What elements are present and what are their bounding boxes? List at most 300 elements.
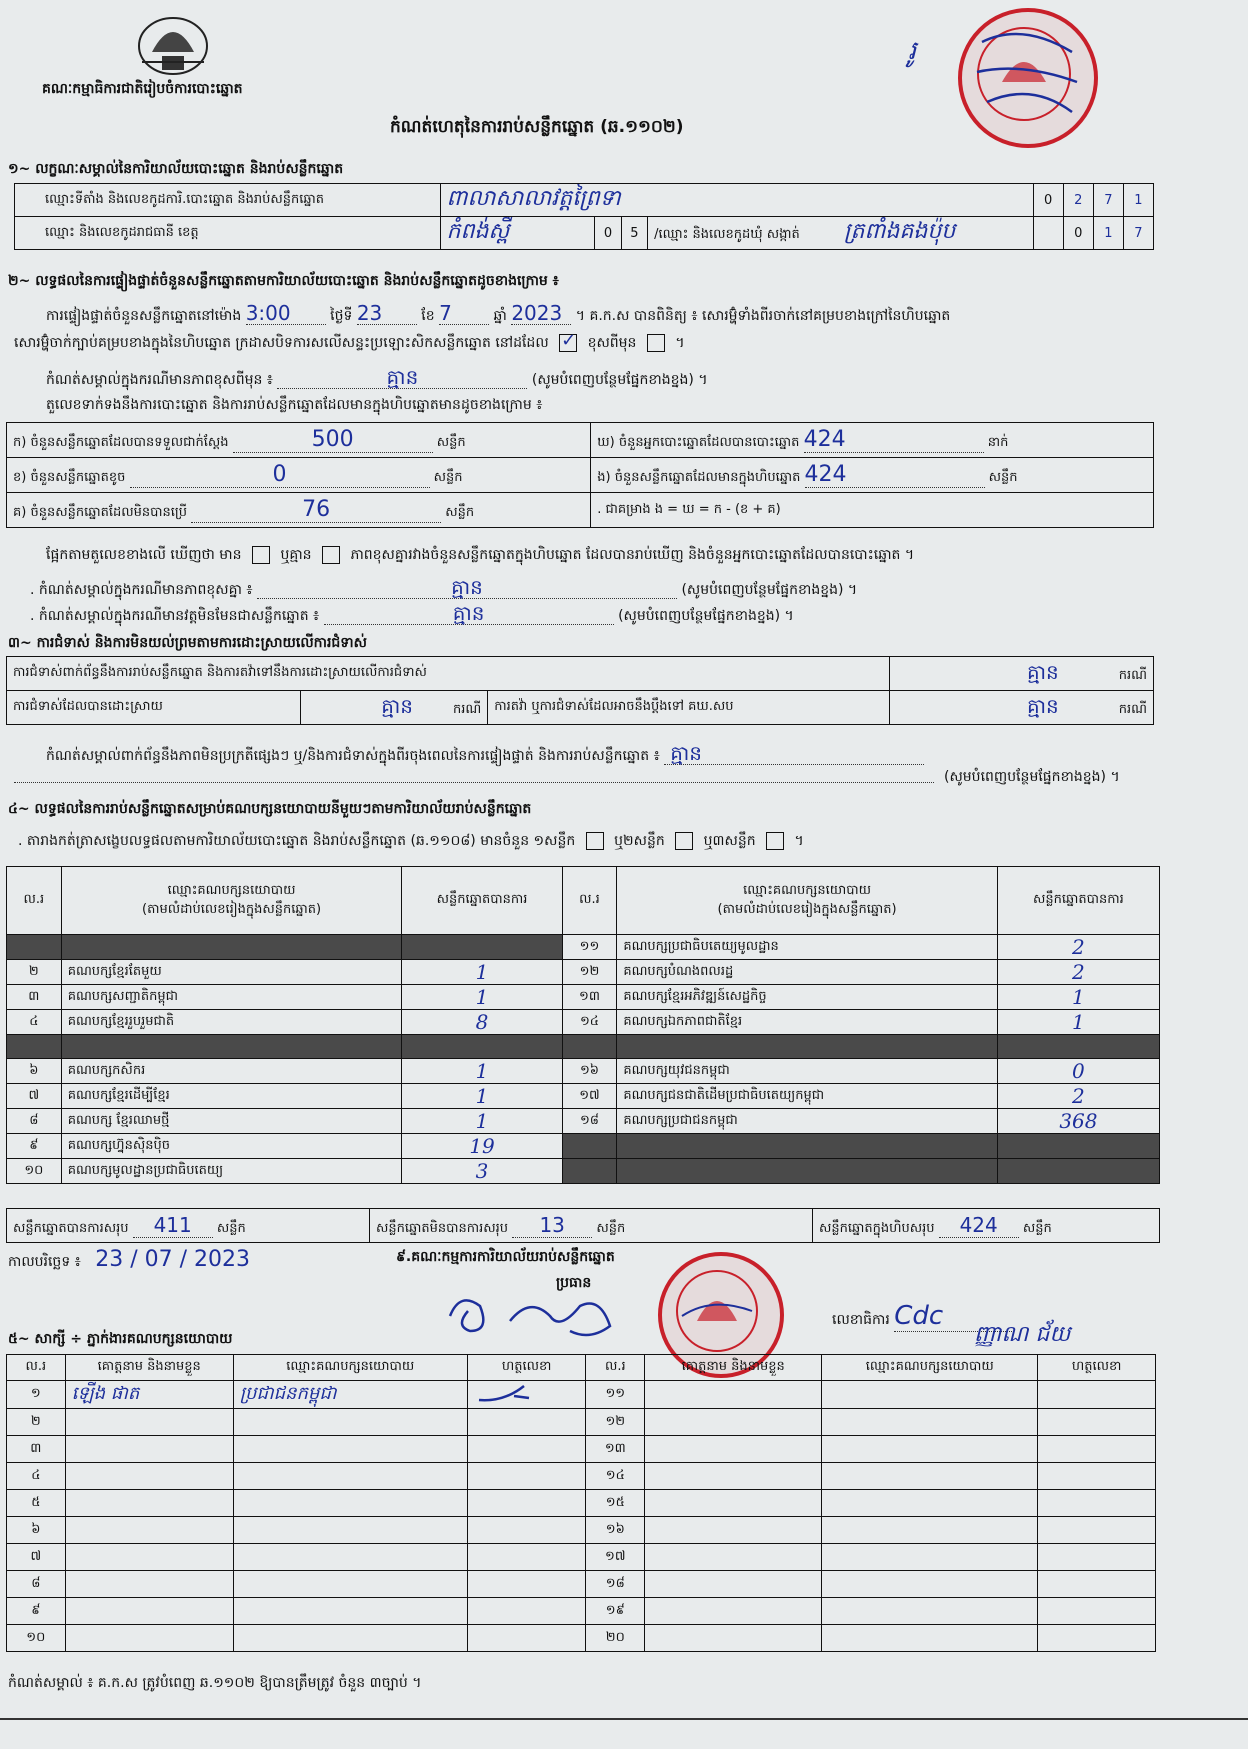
check-time-rest: ។ គ.ក.ស បានពិនិត្យ ៖ សោរម្ហ៊ុំទាំងពីរចាក់នៅគម្របខាងក្រៅនៃហិបឆ្នោត <box>575 308 951 324</box>
commune-label: /ឈ្មោះ និងលេខកូដឃុំ សង្កាត់ <box>654 227 800 242</box>
totals-table <box>6 1208 1160 1243</box>
chair-label: ប្រធាន <box>556 1275 592 1291</box>
witness-no: ១០ <box>7 1625 66 1652</box>
results-table <box>6 866 1160 1184</box>
foreign-object-hint: (សូមបំពេញបន្ថែមផ្នែកខាងខ្នង) ។ <box>618 608 794 624</box>
total-box-cell <box>813 1209 1160 1243</box>
witness-party <box>822 1544 1038 1571</box>
col-votes-right: សន្លឹកឆ្នោតបានការ <box>997 867 1159 935</box>
province-code-digit: 0 <box>595 217 621 250</box>
total-invalid-label: សន្លឹកឆ្នោតមិនបានការសរុប <box>376 1220 509 1236</box>
station-name-cell <box>440 184 1033 217</box>
party-no-cell: ១១ <box>562 935 617 960</box>
different-checkbox[interactable] <box>647 334 665 352</box>
witness-no: ៧ <box>7 1544 66 1571</box>
witness-name <box>645 1381 822 1409</box>
witness-party <box>233 1463 467 1490</box>
witness-signature <box>467 1409 586 1436</box>
party-no-cell: ២ <box>7 960 62 985</box>
party-no-cell: ១៣ <box>562 985 617 1010</box>
witness-name <box>645 1436 822 1463</box>
party-no-cell: ១២ <box>562 960 617 985</box>
discrepancy-note-hint: (សូមបំពេញបន្ថែមផ្នែកខាងខ្នង) ។ <box>681 582 858 598</box>
inbox-unit: សន្លឹក <box>988 470 1018 485</box>
party-no-cell: ៣ <box>7 985 62 1010</box>
table-row <box>7 1109 1160 1134</box>
objection-value: គ្មាន <box>1027 659 1059 684</box>
party-no-cell <box>562 1035 617 1059</box>
witness-party <box>822 1463 1038 1490</box>
party-votes-cell: 1 <box>997 1010 1159 1035</box>
witness-col-name-left: គោត្តនាម និងនាមខ្លួន <box>65 1355 233 1381</box>
difference-note-label: កំណត់សម្គាល់ក្នុងករណីមានភាពខុសពីមុន ៖ <box>46 372 273 388</box>
table-row <box>7 1084 1160 1109</box>
party-name-cell: គណបក្សយុវជនកម្ពុជា <box>617 1059 998 1084</box>
appeal-cell <box>890 691 1154 725</box>
witness-col-sig-right: ហត្ថលេខា <box>1038 1355 1156 1381</box>
witness-no: ១៥ <box>586 1490 645 1517</box>
witness-signature <box>1038 1571 1156 1598</box>
party-votes-cell: 1 <box>402 1059 562 1084</box>
party-name-cell: គណបក្សកសិករ <box>61 1059 402 1084</box>
witness-name <box>645 1625 822 1652</box>
party-votes-cell: 2 <box>997 960 1159 985</box>
party-no-cell: ៤ <box>7 1010 62 1035</box>
table-row <box>7 960 1160 985</box>
witness-no: ១៧ <box>586 1544 645 1571</box>
inbox-label: ង) ចំនួនសន្លឹកឆ្នោតដែលមានក្នុងហិបឆ្នោត <box>597 470 801 485</box>
month-value: 7 <box>439 301 452 325</box>
appeal-label: ការតវ៉ា ឬការជំទាស់ដែលអាចនឹងប្តឹងទៅ គឃ.សប <box>488 691 890 725</box>
witness-signature <box>467 1381 586 1409</box>
province-label: ឈ្មោះ និងលេខកូដរាជធានី ខេត្ត <box>15 217 441 250</box>
witness-signature <box>1038 1517 1156 1544</box>
witness-row <box>7 1571 1156 1598</box>
witness-col-sig-left: ហត្ថលេខា <box>467 1355 586 1381</box>
witness-party: ប្រជាជនកម្ពុជា <box>233 1381 467 1409</box>
witness-signature <box>1038 1436 1156 1463</box>
table-row <box>7 1159 1160 1184</box>
witness-signature <box>467 1571 586 1598</box>
witness-no: ១៣ <box>586 1436 645 1463</box>
total-box-value: 424 <box>959 1212 998 1237</box>
total-invalid-cell <box>370 1209 813 1243</box>
irregularity-value: គ្មាន <box>670 741 702 765</box>
witness-no: ១ <box>7 1381 66 1409</box>
witness-name <box>65 1544 233 1571</box>
figures-intro: តួលេខទាក់ទងនឹងការបោះឆ្នោត និងការរាប់សន្លឹកឆ្នោតដែលមានក្នុងហិបឆ្នោតមានដូចខាងក្រោម ៖ <box>46 397 543 413</box>
received-unit: សន្លឹក <box>436 435 466 450</box>
objection-table <box>6 656 1154 725</box>
secretary-name: ញ្ញាណ ជ័យ <box>974 1322 1071 1347</box>
witness-no: ១៨ <box>586 1571 645 1598</box>
witness-no: ៥ <box>7 1490 66 1517</box>
unused-value: 76 <box>302 497 331 522</box>
party-no-cell: ១៤ <box>562 1010 617 1035</box>
province-cell <box>440 217 595 250</box>
total-invalid-value: 13 <box>539 1212 565 1237</box>
party-votes-cell: 1 <box>402 1109 562 1134</box>
witness-name <box>645 1463 822 1490</box>
party-no-cell: ១៦ <box>562 1059 617 1084</box>
date-label: កាលបរិច្ឆេទ ៖ <box>8 1254 81 1270</box>
date-line <box>8 1248 250 1272</box>
witness-party <box>822 1436 1038 1463</box>
party-name-cell: គណបក្សមូលដ្ឋានប្រជាធិបតេយ្យ <box>61 1159 402 1184</box>
witness-signature <box>467 1436 586 1463</box>
witness-row <box>7 1463 1156 1490</box>
station-table <box>14 183 1154 250</box>
figures-table <box>6 422 1154 528</box>
spoiled-value: 0 <box>272 462 287 487</box>
no-difference-checkbox[interactable] <box>322 546 340 564</box>
received-value: 500 <box>311 427 354 452</box>
date-value: 23 / 07 / 2023 <box>95 1247 251 1272</box>
witness-name: ឡើង ផាត <box>65 1381 233 1409</box>
check-time-line <box>46 302 950 325</box>
total-invalid-unit: សន្លឹក <box>596 1220 626 1236</box>
witness-signature <box>467 1463 586 1490</box>
witness-party <box>822 1490 1038 1517</box>
section5-heading: ៥~ សាក្សី ÷ ភ្នាក់ងារគណបក្សនយោបាយ <box>8 1331 233 1347</box>
secretary-line: លេខាធិការ Cdc <box>832 1302 1014 1332</box>
party-no-cell: ១៨ <box>562 1109 617 1134</box>
col-no-left: ល.រ <box>7 867 62 935</box>
party-votes-cell: 1 <box>402 960 562 985</box>
unused-cell <box>7 493 591 528</box>
witness-party <box>233 1409 467 1436</box>
witness-name <box>65 1598 233 1625</box>
committee-sign-label: ៩.គណៈកម្មការការិយាល័យរាប់សន្លឹកឆ្នោត <box>396 1249 615 1265</box>
party-votes-cell: 1 <box>402 1084 562 1109</box>
party-name-cell: គណបក្សឯកភាពជាតិខ្មែរ <box>617 1010 998 1035</box>
objection-cell <box>890 657 1154 691</box>
total-box-label: សន្លឹកឆ្នោតក្នុងហិបសរុប <box>819 1220 935 1236</box>
section2-heading: ២~ លទ្ធផលនៃការផ្ទៀងផ្ទាត់ចំនួនសន្លឹកឆ្នោតតាមការិយាល័យបោះឆ្នោត និងរាប់សន្លឹកឆ្នោតដូចខាងក្រោម ៖ <box>8 273 559 289</box>
witness-party <box>822 1381 1038 1409</box>
witness-no: ១៤ <box>586 1463 645 1490</box>
witness-name <box>65 1517 233 1544</box>
witness-col-party-right: ឈ្មោះគណបក្សនយោបាយ <box>822 1355 1038 1381</box>
total-valid-unit: សន្លឹក <box>216 1220 246 1236</box>
royal-emblem-icon <box>132 12 214 78</box>
witness-table <box>6 1354 1156 1652</box>
witness-row <box>7 1625 1156 1652</box>
resolved-case-label: ករណី <box>452 701 482 717</box>
witness-signature <box>1038 1381 1156 1409</box>
witness-name <box>645 1517 822 1544</box>
total-valid-cell <box>7 1209 370 1243</box>
witness-party <box>822 1598 1038 1625</box>
party-votes-cell <box>997 1134 1159 1159</box>
witness-no: ៨ <box>7 1571 66 1598</box>
table-row <box>7 1059 1160 1084</box>
foreign-object-value: គ្មាន <box>452 601 485 625</box>
party-votes-cell <box>402 935 562 960</box>
year-label: ឆ្នាំ <box>493 308 507 324</box>
party-no-cell <box>562 1134 617 1159</box>
witness-signature <box>467 1544 586 1571</box>
col-party-left-sub: (តាមលំដាប់លេខរៀងក្នុងសន្លឹកឆ្នោត) <box>142 901 322 917</box>
party-no-cell: ៦ <box>7 1059 62 1084</box>
spoiled-cell <box>7 458 591 493</box>
witness-signature <box>1038 1544 1156 1571</box>
party-name-cell: គណបក្សប្រជាជនកម្ពុជា <box>617 1109 998 1134</box>
discrepancy-note-label: . កំណត់សម្គាល់ក្នុងករណីមានភាពខុសគ្នា ៖ <box>30 582 253 598</box>
table-row <box>7 985 1160 1010</box>
inbox-cell <box>591 458 1154 493</box>
party-votes-cell: 368 <box>997 1109 1159 1134</box>
witness-signature-icon <box>474 1382 534 1404</box>
witness-row <box>7 1544 1156 1571</box>
voters-cell <box>591 423 1154 458</box>
two-sheets-label: ឬ២សន្លឹក <box>614 833 665 849</box>
witness-signature <box>1038 1598 1156 1625</box>
party-name-cell: គណបក្សហ្វ៊ុនស៊ិនប៉ិច <box>61 1134 402 1159</box>
witness-name <box>65 1436 233 1463</box>
witness-party <box>822 1571 1038 1598</box>
same-checkbox[interactable]: ✓ <box>561 330 577 351</box>
total-valid-value: 411 <box>153 1212 192 1237</box>
has-difference-checkbox[interactable] <box>252 546 270 564</box>
discrepancy-note-value: គ្មាន <box>451 575 483 599</box>
col-party-right-sub: (តាមលំដាប់លេខរៀងក្នុងសន្លឹកឆ្នោត) <box>717 901 897 917</box>
witness-col-no-left: ល.រ <box>7 1355 66 1381</box>
secretary-label: លេខាធិការ <box>832 1312 890 1328</box>
party-name-cell: គណបក្សខ្មែរតែមួយ <box>61 960 402 985</box>
party-votes-cell: 8 <box>402 1010 562 1035</box>
witness-party <box>233 1544 467 1571</box>
commune-code-digit: 7 <box>1123 217 1153 250</box>
station-name-label: ឈ្មោះទីតាំង និងលេខកូដការិ.បោះឆ្នោត និងរាប់សន្លឹកឆ្នោត <box>15 184 441 217</box>
witness-no: ៩ <box>7 1598 66 1625</box>
resolved-label: ការជំទាស់ដែលបានដោះស្រាយ <box>7 691 301 725</box>
witness-signature <box>1038 1463 1156 1490</box>
witness-party <box>822 1625 1038 1652</box>
witness-no: ១៩ <box>586 1598 645 1625</box>
party-name-cell: គណបក្សបំណងពលរដ្ឋ <box>617 960 998 985</box>
party-no-cell <box>7 935 62 960</box>
foreign-object-line <box>30 602 794 625</box>
party-name-cell <box>617 1134 998 1159</box>
irregularity-label: កំណត់សម្គាល់ពាក់ព័ន្ធនឹងភាពមិនប្រក្រតីផ្សេងៗ ឬ/និងការជំទាស់ក្នុងពីរចុងពេលនៃការផ្ទៀងផ្ទាត់ និងការរាប់សន្លឹកឆ្នោត ៖ <box>46 748 660 764</box>
witness-no: ៤ <box>7 1463 66 1490</box>
table-row <box>7 1010 1160 1035</box>
difference-line <box>46 546 914 564</box>
appeal-case-label: ករណី <box>1118 701 1147 717</box>
witness-row <box>7 1436 1156 1463</box>
witness-signature <box>1038 1409 1156 1436</box>
seal-check-line: សោរម្ហ៊ុំចាក់ក្បាប់គម្របខាងក្នុងនៃហិបឆ្នោត ក្រដាសបិទការសលើសន្ទះប្រឡោះសិកសន្លឹកឆ្នោត នៅដដែល ✓ ខុសពីមុន ។ <box>14 330 685 351</box>
voters-label: ឃ) ចំនួនអ្នកបោះឆ្នោតដែលបានបោះឆ្នោត <box>597 435 800 450</box>
section4-heading: ៤~ លទ្ធផលនៃការរាប់សន្លឹកឆ្នោតសម្រាប់គណបក្សនយោបាយនីមួយៗតាមការិយាល័យរាប់សន្លឹកឆ្នោត <box>8 801 532 817</box>
irregularity-line <box>46 742 924 765</box>
voters-value: 424 <box>803 427 846 452</box>
summary-sheets-line: . តារាងកត់ត្រាសង្ខេបលទ្ធផលតាមការិយាល័យបោះឆ្នោត និងរាប់សន្លឹកឆ្នោត (ឆ.១១០៨) មានចំនួន ១សន្លឹក ឬ២សន្លឹក ឬ៣សន្លឹក ។ <box>18 833 804 849</box>
witness-signature <box>1038 1625 1156 1652</box>
three-sheets-label: ឬ៣សន្លឹក <box>703 833 756 849</box>
commune-value: ត្រពាំងគងប៉ុប <box>843 219 956 244</box>
difference-note-line <box>46 366 708 389</box>
party-no-cell <box>562 1159 617 1184</box>
witness-no: ៦ <box>7 1517 66 1544</box>
witness-signature <box>467 1517 586 1544</box>
party-no-cell: ១០ <box>7 1159 62 1184</box>
party-votes-cell <box>997 1035 1159 1059</box>
footnote: កំណត់សម្គាល់ ៖ គ.ក.ស ត្រូវបំពេញ ឆ.១១០២ ឱ្យបានត្រឹមត្រូវ ចំនួន ៣ច្បាប់ ។ <box>8 1675 422 1691</box>
party-name-cell <box>61 1035 402 1059</box>
witness-name <box>65 1409 233 1436</box>
party-name-cell: គណបក្សខ្មែរដើម្បីខ្មែរ <box>61 1084 402 1109</box>
station-name-value: ពាលាសាលាវត្តព្រៃទា <box>446 186 621 211</box>
party-no-cell: ៧ <box>7 1084 62 1109</box>
col-no-right: ល.រ <box>562 867 617 935</box>
day-value: 23 <box>356 301 383 325</box>
party-votes-cell: 1 <box>402 985 562 1010</box>
party-name-cell <box>61 935 402 960</box>
witness-signature <box>1038 1490 1156 1517</box>
three-sheets-checkbox[interactable] <box>766 832 784 850</box>
discrepancy-note-line <box>30 576 857 599</box>
difference-has-label: ផ្អែកតាមតួលេខខាងលើ ឃើញថា មាន <box>46 547 242 563</box>
province-code-digit: 5 <box>621 217 647 250</box>
witness-party <box>233 1490 467 1517</box>
party-no-cell <box>7 1035 62 1059</box>
irregularity-dots <box>14 782 934 783</box>
witness-name <box>65 1625 233 1652</box>
form-title: កំណត់ហេតុនៃការរាប់សន្លឹកឆ្នោត (ឆ.១១០២) <box>390 117 684 137</box>
witness-name <box>645 1544 822 1571</box>
witness-row <box>7 1381 1156 1409</box>
witness-name <box>645 1598 822 1625</box>
table-row <box>7 1134 1160 1159</box>
section1-heading: ១~ លក្ខណៈសម្គាល់នៃការិយាល័យបោះឆ្នោត និងរាប់សន្លឹកឆ្នោត <box>8 161 344 177</box>
witness-party <box>233 1517 467 1544</box>
witness-row <box>7 1517 1156 1544</box>
irregularity-hint: (សូមបំពេញបន្ថែមផ្នែកខាងខ្នង) ។ <box>944 769 1120 785</box>
spoiled-label: ខ) ចំនួនសន្លឹកឆ្នោតខូច <box>13 470 126 485</box>
witness-no: ១៦ <box>586 1517 645 1544</box>
witness-col-no-right: ល.រ <box>586 1355 645 1381</box>
party-name-cell: គណបក្ស ខ្មែរឈាមថ្មី <box>61 1109 402 1134</box>
witness-name <box>65 1490 233 1517</box>
station-code-digit: 1 <box>1123 184 1153 217</box>
official-seal-top <box>958 8 1098 148</box>
formula-cell: . ជាគម្រាង ង = ឃ = ក - (ខ + គ) <box>591 493 1154 528</box>
committee-name: គណៈកម្មាធិការជាតិរៀបចំការបោះឆ្នោត <box>42 81 243 97</box>
col-votes-left: សន្លឹកឆ្នោតបានការ <box>402 867 562 935</box>
col-party-left-label: ឈ្មោះគណបក្សនយោបាយ <box>167 882 296 898</box>
resolved-value: គ្មាន <box>381 693 413 718</box>
total-box-unit: សន្លឹក <box>1022 1220 1052 1236</box>
voters-unit: នាក់ <box>987 435 1009 450</box>
witness-party <box>233 1436 467 1463</box>
party-name-cell: គណបក្សខ្មែរអភិវឌ្ឍន៍សេដ្ឋកិច្ច <box>617 985 998 1010</box>
party-name-cell: គណបក្សជនជាតិដើមប្រជាធិបតេយ្យកម្ពុជា <box>617 1084 998 1109</box>
witness-col-party-left: ឈ្មោះគណបក្សនយោបាយ <box>233 1355 467 1381</box>
party-votes-cell: 1 <box>997 985 1159 1010</box>
witness-party <box>233 1625 467 1652</box>
different-label: ខុសពីមុន <box>587 335 637 351</box>
commune-code-digit: 1 <box>1093 217 1123 250</box>
col-party-left <box>61 867 402 935</box>
day-label: ថ្ងៃទី <box>330 308 353 324</box>
witness-no: ២ <box>7 1409 66 1436</box>
witness-no: ១២ <box>586 1409 645 1436</box>
witness-name <box>645 1571 822 1598</box>
summary-sheets-label: . តារាងកត់ត្រាសង្ខេបលទ្ធផលតាមការិយាល័យបោះឆ្នោត និងរាប់សន្លឹកឆ្នោត (ឆ.១១០៨) មានចំនួន ១សន្លឹក <box>18 833 576 849</box>
table-row <box>7 935 1160 960</box>
party-name-cell: គណបក្សប្រជាធិបតេយ្យមូលដ្ឋាន <box>617 935 998 960</box>
party-votes-cell: 2 <box>997 935 1159 960</box>
witness-row <box>7 1598 1156 1625</box>
witness-signature <box>467 1490 586 1517</box>
difference-desc: ភាពខុសគ្នារវាងចំនួនសន្លឹកឆ្នោតក្នុងហិបឆ្នោត ដែលបានរាប់ឃើញ និងចំនួនអ្នកបោះឆ្នោតដែលបានបោះឆ្នោត ។ <box>350 547 915 563</box>
party-name-cell <box>617 1159 998 1184</box>
witness-no: ៣ <box>7 1436 66 1463</box>
station-code-digit: 2 <box>1063 184 1093 217</box>
unused-unit: សន្លឹក <box>445 505 475 520</box>
party-votes-cell: 19 <box>402 1134 562 1159</box>
appeal-value: គ្មាន <box>1027 693 1059 718</box>
witness-party <box>822 1409 1038 1436</box>
section3-heading: ៣~ ការជំទាស់ និងការមិនយល់ព្រមតាមការដោះស្រាយលើការជំទាស់ <box>8 635 367 651</box>
check-time-label: ការផ្ទៀងផ្ទាត់ចំនួនសន្លឹកឆ្នោតនៅម៉ោង <box>46 308 242 324</box>
received-cell <box>7 423 591 458</box>
objection-case-label: ករណី <box>1118 667 1147 683</box>
witness-row <box>7 1409 1156 1436</box>
one-sheet-checkbox[interactable] <box>586 832 604 850</box>
table-row <box>7 1035 1160 1059</box>
received-label: ក) ចំនួនសន្លឹកឆ្នោតដែលបានទទួលជាក់ស្តែង <box>13 435 229 450</box>
foreign-object-label: . កំណត់សម្គាល់ក្នុងករណីមានវត្តមិនមែនជាសន្លឹកឆ្នោត ៖ <box>30 608 320 624</box>
party-no-cell: ១៧ <box>562 1084 617 1109</box>
witness-signature <box>467 1625 586 1652</box>
witness-party <box>233 1571 467 1598</box>
commune-code-digit: 0 <box>1063 217 1093 250</box>
party-name-cell <box>617 1035 998 1059</box>
witness-name <box>645 1490 822 1517</box>
check-time-value: 3:00 <box>245 301 291 325</box>
inbox-value: 424 <box>804 462 847 487</box>
party-name-cell: គណបក្សខ្មែររួបរួមជាតិ <box>61 1010 402 1035</box>
footer-divider <box>0 1718 1248 1720</box>
party-votes-cell <box>402 1035 562 1059</box>
difference-note-value: គ្មាន <box>386 365 419 389</box>
station-code-digit: 0 <box>1033 184 1063 217</box>
month-label: ខែ <box>421 308 435 324</box>
witness-no: ១១ <box>586 1381 645 1409</box>
station-code-digit: 7 <box>1093 184 1123 217</box>
total-valid-label: សន្លឹកឆ្នោតបានការសរុប <box>13 1220 129 1236</box>
party-votes-cell: 0 <box>997 1059 1159 1084</box>
witness-col-name-right: គោត្តនាម និងនាមខ្លួន <box>645 1355 822 1381</box>
difference-note-hint: (សូមបំពេញបន្ថែមផ្នែកខាងខ្នង) ។ <box>531 372 708 388</box>
seal-annotation: រូ <box>908 36 917 66</box>
difference-none-label: ឬគ្មាន <box>280 547 312 563</box>
party-no-cell: ៩ <box>7 1134 62 1159</box>
party-votes-cell: 3 <box>402 1159 562 1184</box>
commune-cell <box>648 217 1034 250</box>
col-party-right-label: ឈ្មោះគណបក្សនយោបាយ <box>743 882 872 898</box>
party-votes-cell <box>997 1159 1159 1184</box>
witness-signature <box>467 1598 586 1625</box>
two-sheets-checkbox[interactable] <box>675 832 693 850</box>
witness-no: ២០ <box>586 1625 645 1652</box>
col-party-right <box>617 867 998 935</box>
resolved-cell <box>300 691 488 725</box>
year-value: 2023 <box>511 301 563 325</box>
